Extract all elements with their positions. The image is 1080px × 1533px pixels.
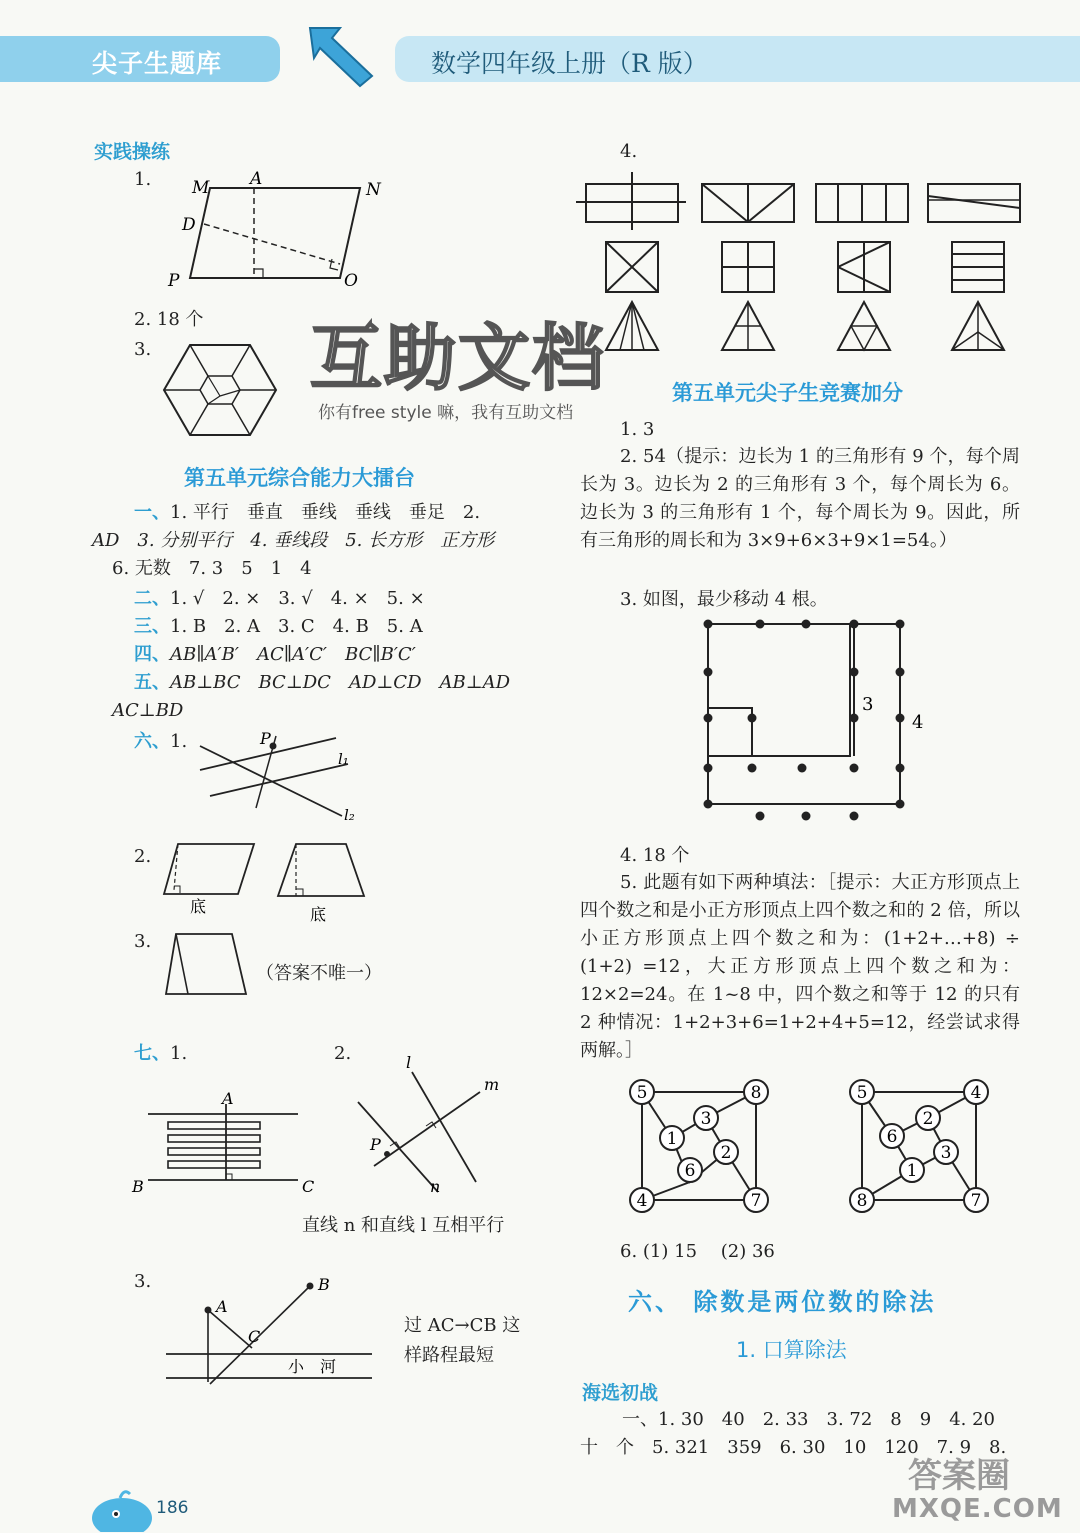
answer-line: AC⊥BD	[112, 700, 184, 721]
header-brand-banner	[0, 36, 280, 82]
node-number: 1	[906, 1161, 918, 1181]
label-P: P	[260, 729, 271, 748]
unit-title-left: 第五单元综合能力大擂台	[184, 466, 415, 490]
label-m: m	[484, 1075, 500, 1094]
node-number: 8	[856, 1191, 868, 1211]
answer-5: 5. 此题有如下两种填法：［提示：大正方形顶点上四个数之和是小正方形顶点上四个数之和的 2 倍，所以小正方形顶点上四个数之和为：(1+2+…+8) ÷ (1+2) =12，大正方形顶点上四个数之和为：12×2=24。在 1~8 中，四个数之和等于 12 的只有 2 种情况：1+2+3+6=1+2+4+5=12，经尝试求得两解。］	[580, 872, 1020, 1061]
label-l1: l₁	[338, 750, 349, 768]
answer-line: 三、1. B 2. A 3. C 4. B 5. A	[134, 616, 423, 637]
node-number: 3	[700, 1109, 712, 1129]
node-number: 6	[684, 1161, 696, 1181]
brand-title: 尖子生题库	[92, 49, 223, 78]
label-l: l	[406, 1053, 412, 1072]
node-number: 6	[886, 1127, 898, 1147]
q3-number: 3.	[134, 339, 152, 360]
answer-4: 4. 18 个	[620, 845, 690, 866]
node-number: 2	[922, 1109, 934, 1129]
six-q2-figure	[160, 838, 380, 928]
answer-line: 一、1. 平行 垂直 垂线 垂线 垂足 2.	[134, 502, 481, 523]
section-title: 1. 口算除法	[736, 1338, 847, 1362]
seven-q2-figure	[350, 1050, 530, 1200]
answer-line: 二、1. √ 2. × 3. √ 4. × 5. ×	[134, 588, 425, 609]
six-q2-number: 2.	[134, 846, 152, 867]
drill-heading: 海选初战	[582, 1382, 659, 1404]
page-number: 186	[156, 1498, 189, 1518]
label-n: n	[430, 1177, 441, 1196]
six-q3-number: 3.	[134, 931, 152, 952]
matchstick-grid	[690, 614, 940, 828]
label-A: A	[222, 1089, 234, 1108]
grid-label-3: 3	[862, 694, 874, 715]
number-square-1	[624, 1074, 774, 1216]
header-book-banner	[395, 36, 1080, 82]
answer-1: 1. 3	[620, 419, 655, 440]
label-B: B	[132, 1177, 144, 1196]
label-N: N	[366, 180, 381, 200]
seven-q2-note: 直线 n 和直线 l 互相平行	[302, 1215, 505, 1236]
seven-q3-note-line2: 样路程最短	[404, 1345, 494, 1366]
watermark-slogan: 你有free style 嘛，我有互助文档	[318, 403, 574, 423]
arrow-icon	[306, 24, 378, 88]
drill-line-2: 十 个 5. 321 359 6. 30 10 120 7. 9 8.	[580, 1437, 1007, 1458]
node-number: 7	[750, 1191, 762, 1211]
corner-watermark-logo: 答案圈	[908, 1456, 1010, 1496]
label-M: M	[192, 178, 210, 198]
node-number: 5	[856, 1083, 868, 1103]
six-q1-figure	[196, 724, 376, 824]
node-number: 4	[636, 1191, 648, 1211]
node-number: 7	[970, 1191, 982, 1211]
q2-answer: 2. 18 个	[134, 309, 204, 330]
answer-line: 四、AB∥A′B′ AC∥A′C′ BC∥B′C′	[134, 644, 416, 665]
hexagon-figure	[160, 340, 280, 440]
label-P: P	[370, 1135, 381, 1154]
grid-label-4: 4	[912, 712, 924, 733]
parallelogram-figure	[160, 168, 390, 293]
q4-number: 4.	[620, 141, 638, 162]
answer-2: 2. 54（提示：边长为 1 的三角形有 9 个，每个周长为 3。边长为 2 的三角形有 3 个，每个周长为 6。边长为 3 的三角形有 1 个，每个周长为 9。因此，所有三角形的周长和为 3×9+6×3+9×1=54。）	[580, 446, 1020, 551]
label-B: B	[318, 1275, 330, 1294]
label-A: A	[250, 169, 263, 189]
label-O: O	[344, 271, 358, 291]
seven-q3-number: 3.	[134, 1271, 152, 1292]
label-river: 小 河	[288, 1357, 337, 1376]
label-l2: l₂	[344, 806, 355, 824]
label-base: 底	[190, 897, 207, 916]
seven-q2-number: 2.	[334, 1043, 352, 1064]
node-number: 3	[940, 1143, 952, 1163]
number-square-2	[844, 1074, 994, 1216]
answer-line: 6. 无数 7. 3 5 1 4	[112, 558, 312, 579]
seven-q1-figure	[126, 1086, 316, 1206]
label-base: 底	[310, 905, 327, 924]
whale-mascot-icon	[90, 1488, 160, 1532]
six-heading: 六、1.	[134, 731, 188, 752]
answer-6: 6. (1) 15 (2) 36	[620, 1241, 775, 1262]
answer-line: AD 3. 分别平行 4. 垂线段 5. 长方形 正方形	[92, 530, 495, 551]
seven-q3-figure	[160, 1272, 380, 1392]
six-q3-note: （答案不唯一）	[256, 963, 382, 984]
node-number: 5	[636, 1083, 648, 1103]
chapter-title: 六、 除数是两位数的除法	[628, 1288, 937, 1316]
label-C: C	[302, 1177, 315, 1196]
seven-heading: 七、1.	[134, 1043, 188, 1064]
node-number: 4	[970, 1083, 982, 1103]
drill-line-1: 一、1. 30 40 2. 33 3. 72 8 9 4. 20	[622, 1409, 996, 1430]
answer-line: 五、AB⊥BC BC⊥DC AD⊥CD AB⊥AD	[134, 672, 511, 693]
practice-heading: 实践操练	[94, 141, 171, 163]
book-title: 数学四年级上册（R 版）	[431, 49, 708, 78]
watermark-logo: 互助文档	[310, 316, 607, 400]
label-D: D	[182, 215, 196, 235]
label-P: P	[168, 271, 180, 291]
q1-number: 1.	[134, 169, 152, 190]
six-q3-figure	[162, 928, 252, 1000]
node-number: 8	[750, 1083, 762, 1103]
symmetry-figures	[576, 172, 1036, 364]
node-number: 2	[720, 1143, 732, 1163]
label-C: C	[248, 1327, 261, 1346]
answer-3: 3. 如图，最少移动 4 根。	[620, 589, 828, 610]
label-A: A	[216, 1297, 228, 1316]
unit-title-right: 第五单元尖子生竞赛加分	[672, 381, 903, 405]
corner-watermark-url: MXQE.COM	[892, 1494, 1063, 1524]
seven-q3-note-line1: 过 AC→CB 这	[404, 1315, 521, 1336]
node-number: 1	[666, 1129, 678, 1149]
